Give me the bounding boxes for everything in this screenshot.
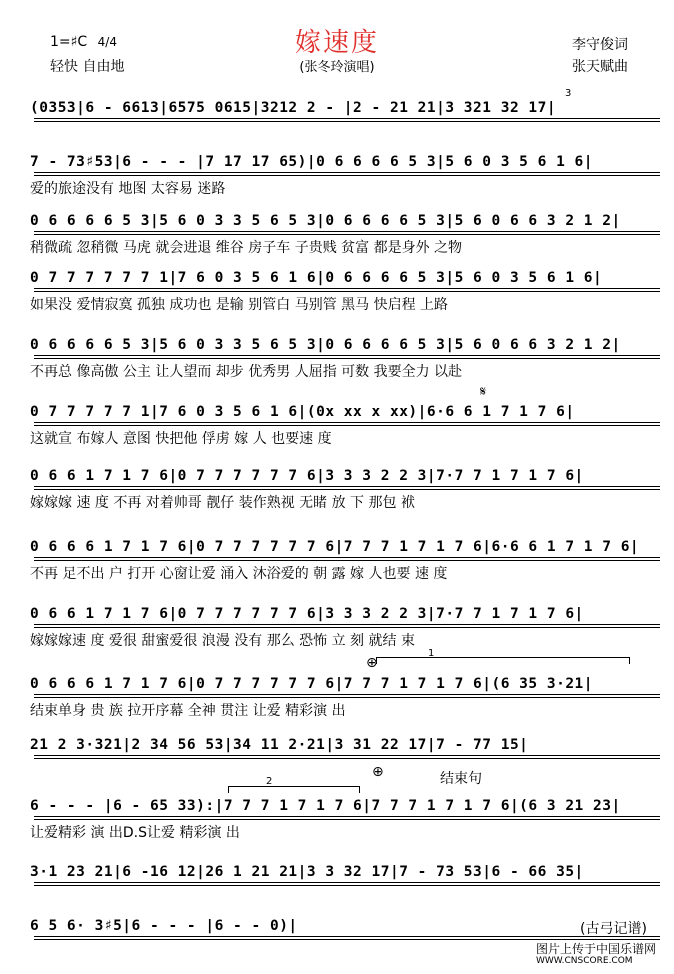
notation-line: 0 6 6 6 1 7 1 7 6|0 7 7 7 7 7 7 6|7 7 7 1 7 1 7 6|(6 35 3·21|	[30, 676, 594, 692]
beam-line	[34, 486, 660, 488]
beam-line-secondary	[34, 560, 660, 562]
composer: 张天赋曲	[572, 59, 628, 75]
beam-line	[34, 624, 660, 626]
beam-line-secondary	[34, 697, 660, 699]
lyrics-line: 这就宣 布嫁人 意图 快把他 俘虏 嫁 人 也要速 度	[30, 431, 332, 447]
lyrics-line: 嫁嫁嫁速 度 爱很 甜蜜爱很 浪漫 没有 那么 恐怖 立 刻 就结 束	[30, 633, 415, 649]
beam-line-secondary	[34, 175, 660, 177]
notation-line: 0 6 6 6 6 5 3|5 6 0 3 3 5 6 5 3|0 6 6 6 6 5 3|5 6 0 6 6 3 2 1 2|	[30, 337, 621, 353]
song-title: 嫁速度	[294, 28, 379, 58]
notation-line: 0 7 7 7 7 7 7 1|7 6 0 3 5 6 1 6|0 6 6 6 6 5 3|5 6 0 3 5 6 1 6|	[30, 270, 603, 286]
beam-line	[34, 422, 660, 424]
notation-line: 0 6 6 1 7 1 7 6|0 7 7 7 7 7 7 6|3 3 3 2 2 3|7·7 7 1 7 1 7 6|	[30, 468, 584, 484]
beam-line-secondary	[34, 234, 660, 236]
beam-line-secondary	[34, 291, 660, 293]
volta-bracket-1	[376, 657, 630, 664]
beam-line	[34, 694, 660, 696]
lyrics-line: 结束单身 贵 族 拉开序幕 全神 贯注 让爱 精彩演 出	[30, 703, 346, 719]
coda-mark-2: ⊕	[372, 764, 384, 780]
beam-line	[34, 882, 660, 884]
notation-line: (0353|6 - 6613|6575 0615|3212 2 - |2 - 21 21|3 321 32 17|	[30, 100, 557, 116]
lyrics-line: 如果没 爱情寂寞 孤独 成功也 是输 别管白 马别管 黑马 快启程 上路	[30, 297, 449, 313]
volta-bracket-2	[228, 786, 360, 793]
notation-line: 6 - - - |6 - 65 33):|7 7 7 1 7 1 7 6|7 7 7 1 7 1 7 6|(6 3 21 23|	[30, 798, 621, 814]
lyrics-line: 不再 足不出 户 打开 心窗让爱 涌入 沐浴爱的 朝 露 嫁 人也要 速 度	[30, 566, 448, 582]
beam-line	[34, 288, 660, 290]
beam-line-secondary	[34, 121, 660, 123]
coda-mark: ⊕	[366, 655, 378, 671]
key-label: 1=♯C	[50, 34, 88, 50]
notation-line: 21 2 3·321|2 34 56 53|34 11 2·21|3 31 22 17|7 - 77 15|	[30, 737, 529, 753]
notation-line: 6 5 6· 3♯5|6 - - - |6 - - 0)|	[30, 918, 298, 934]
beam-line-secondary	[34, 627, 660, 629]
beam-line	[34, 231, 660, 233]
time-signature: 4/4	[97, 35, 117, 49]
lyrics-line: 不再总 像高傲 公主 让人望而 却步 优秀男 人屈指 可数 我要全力 以赴	[30, 364, 463, 380]
lyrics-line: 稍微疏 忽稍微 马虎 就会进退 维谷 房子车 子贵贱 贫富 都是身外 之物	[30, 240, 463, 256]
watermark-url: WWW.CNSCORE.COM	[536, 956, 633, 966]
lyrics-line: 爱的旅途没有 地图 太容易 迷路	[30, 181, 226, 197]
ending-label: 结束句	[440, 771, 482, 787]
lyricist: 李守俊词	[572, 37, 628, 53]
notation-line: 0 6 6 6 6 5 3|5 6 0 3 3 5 6 5 3|0 6 6 6 6 5 3|5 6 0 6 6 3 2 1 2|	[30, 213, 621, 229]
volta-number-1: 1	[428, 648, 435, 659]
volta-number-2: 2	[266, 776, 273, 787]
segno-mark: 𝄋	[480, 384, 487, 400]
triplet-number: 3	[565, 88, 572, 99]
beam-line	[34, 118, 660, 120]
beam-line	[34, 816, 660, 818]
beam-line-secondary	[34, 885, 660, 887]
performer: (张冬玲演唱)	[299, 60, 375, 75]
beam-line	[34, 355, 660, 357]
beam-line-secondary	[34, 358, 660, 360]
watermark-text: 图片上传于中国乐谱网	[536, 942, 657, 956]
lyrics-line: 嫁嫁嫁 速 度 不再 对着帅哥 靓仔 装作熟视 无睹 放 下 那包 袱	[30, 495, 415, 511]
lyrics-line: 让爱精彩 演 出D.S让爱 精彩演 出	[30, 825, 240, 841]
beam-line-secondary	[34, 819, 660, 821]
beam-line-secondary	[34, 758, 660, 760]
beam-line	[34, 172, 660, 174]
beam-line-secondary	[34, 489, 660, 491]
beam-line-secondary	[34, 425, 660, 427]
notation-line: 0 6 6 6 1 7 1 7 6|0 7 7 7 7 7 7 6|7 7 7 1 7 1 7 6|6·6 6 1 7 1 7 6|	[30, 539, 640, 555]
transcriber: (古弓记谱)	[580, 921, 647, 937]
notation-line: 7 - 73♯53|6 - - - |7 17 17 65)|0 6 6 6 6 5 3|5 6 0 3 5 6 1 6|	[30, 154, 594, 170]
beam-line	[34, 936, 660, 938]
notation-line: 0 7 7 7 7 7 1|7 6 0 3 5 6 1 6|(0x xx x xx)|6·6 6 1 7 1 7 6|	[30, 404, 575, 420]
notation-line: 0 6 6 1 7 1 7 6|0 7 7 7 7 7 7 6|3 3 3 2 2 3|7·7 7 1 7 1 7 6|	[30, 606, 584, 622]
notation-line: 3·1 23 21|6 -16 12|26 1 21 21|3 3 32 17|7 - 73 53|6 - 66 35|	[30, 864, 584, 880]
beam-line	[34, 557, 660, 559]
tempo-marking: 轻快 自由地	[50, 59, 125, 75]
beam-line	[34, 755, 660, 757]
